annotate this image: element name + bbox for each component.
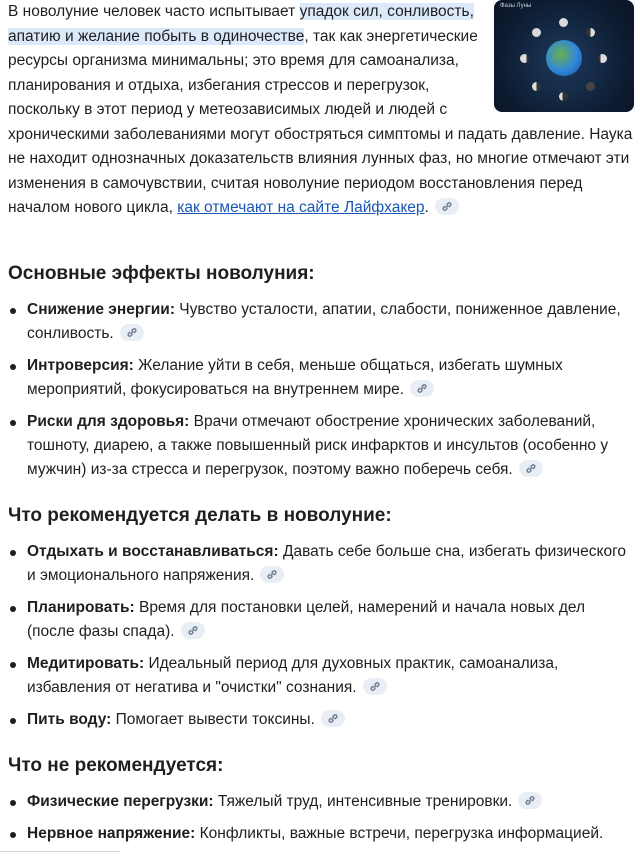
link-icon [187,625,199,636]
source-chip[interactable] [321,710,345,727]
moon-icon [520,54,529,63]
section-heading: Основные эффекты новолуния: [8,263,315,284]
moon-icon [559,92,568,101]
link-icon [327,713,339,724]
item-term: Физические перегрузки: [27,793,214,810]
divider [0,851,120,852]
item-term: Риски для здоровья: [27,413,190,430]
moon-icon [532,28,541,37]
moon-phases-thumbnail[interactable] [494,0,634,112]
answer-content [8,0,634,842]
item-term: Интроверсия: [27,357,134,374]
thumbnail-title: Фазы Луны [500,3,532,9]
earth-icon [546,40,582,76]
highlighted-text: упадок сил, сонливость, апатию и желание побыть в одиночестве [8,3,474,45]
list-item [8,298,627,346]
moon-icon [559,18,568,27]
item-term: Планировать: [27,599,135,616]
link-icon [524,795,536,806]
link-icon [266,569,278,580]
item-text: Тяжелый труд, интенсивные тренировки. [213,793,513,810]
intro-text: . [424,199,429,216]
list-item [8,790,627,814]
item-text: Желание уйти в себя, меньше общаться, избегать шумных мероприятий, фокусироваться на внутреннем мире. [27,357,563,398]
list-item [8,822,627,846]
list-item [8,410,627,482]
moon-icon [532,82,541,91]
item-text: Конфликты, важные встречи, перегрузка информацией. [195,825,604,842]
source-link[interactable]: как отмечают на сайте Лайфхакер [177,199,425,216]
item-text: Чувство усталости, апатии, слабости, пониженное давление, сонливость. [27,301,621,342]
list-item [8,354,627,402]
item-text: Помогает вывести токсины. [111,711,315,728]
item-term: Отдыхать и восстанавливаться: [27,543,279,560]
source-chip[interactable] [435,198,459,215]
source-chip[interactable] [410,380,434,397]
intro-text: В новолуние человек часто испытывает [8,3,300,20]
source-chip[interactable] [260,566,284,583]
item-term: Медитировать: [27,655,145,672]
source-chip[interactable] [120,324,144,341]
item-text: Давать себе больше сна, избегать физического и эмоционального напряжения. [27,543,627,584]
item-text: Врачи отмечают обострение хронических заболеваний, тошноту, диарею, а также повышенный риск инфарктов и инсультов (особенно у мужчин) из-за стресса и перегрузок, поэтому важно поберечь себя. [27,413,609,478]
list-item [8,652,627,700]
item-term: Пить воду: [27,711,112,728]
source-chip[interactable] [518,792,542,809]
moon-icon [586,28,595,37]
item-text: Идеальный период для духовных практик, самоанализа, избавления от негатива и "очистки" сознания. [27,655,559,696]
link-icon [416,383,428,394]
source-chip[interactable] [519,460,543,477]
list-item [8,708,627,732]
moon-icon [586,82,595,91]
intro-text: , так как энергетические ресурсы организма минимальны; это время для самоанализа, планирования и отдыха, избегания стрессов и перегрузок, поскольку в этот период у метеозависимых людей и людей с хроническими заболеваниями могут обостряться симптомы и падать давление. Наука не находит однозначных доказательств влияния лунных фаз, но многие отмечают эти изменения в самочувствии, считая новолуние периодом восстановления перед началом нового цикла, [8,27,633,216]
item-term: Снижение энергии: [27,301,175,318]
moon-icon [598,54,607,63]
link-icon [525,463,537,474]
list-item [8,540,627,588]
link-icon [441,201,453,212]
item-text: Время для постановки целей, намерений и начала новых дел (после фазы спада). [27,599,586,640]
item-term: Нервное напряжение: [27,825,196,842]
source-chip[interactable] [363,678,387,695]
list-item [8,596,627,644]
source-chip[interactable] [181,622,205,639]
section-heading: Что не рекомендуется: [8,755,224,776]
section-heading: Что рекомендуется делать в новолуние: [8,505,392,526]
link-icon [126,327,138,338]
link-icon [369,681,381,692]
